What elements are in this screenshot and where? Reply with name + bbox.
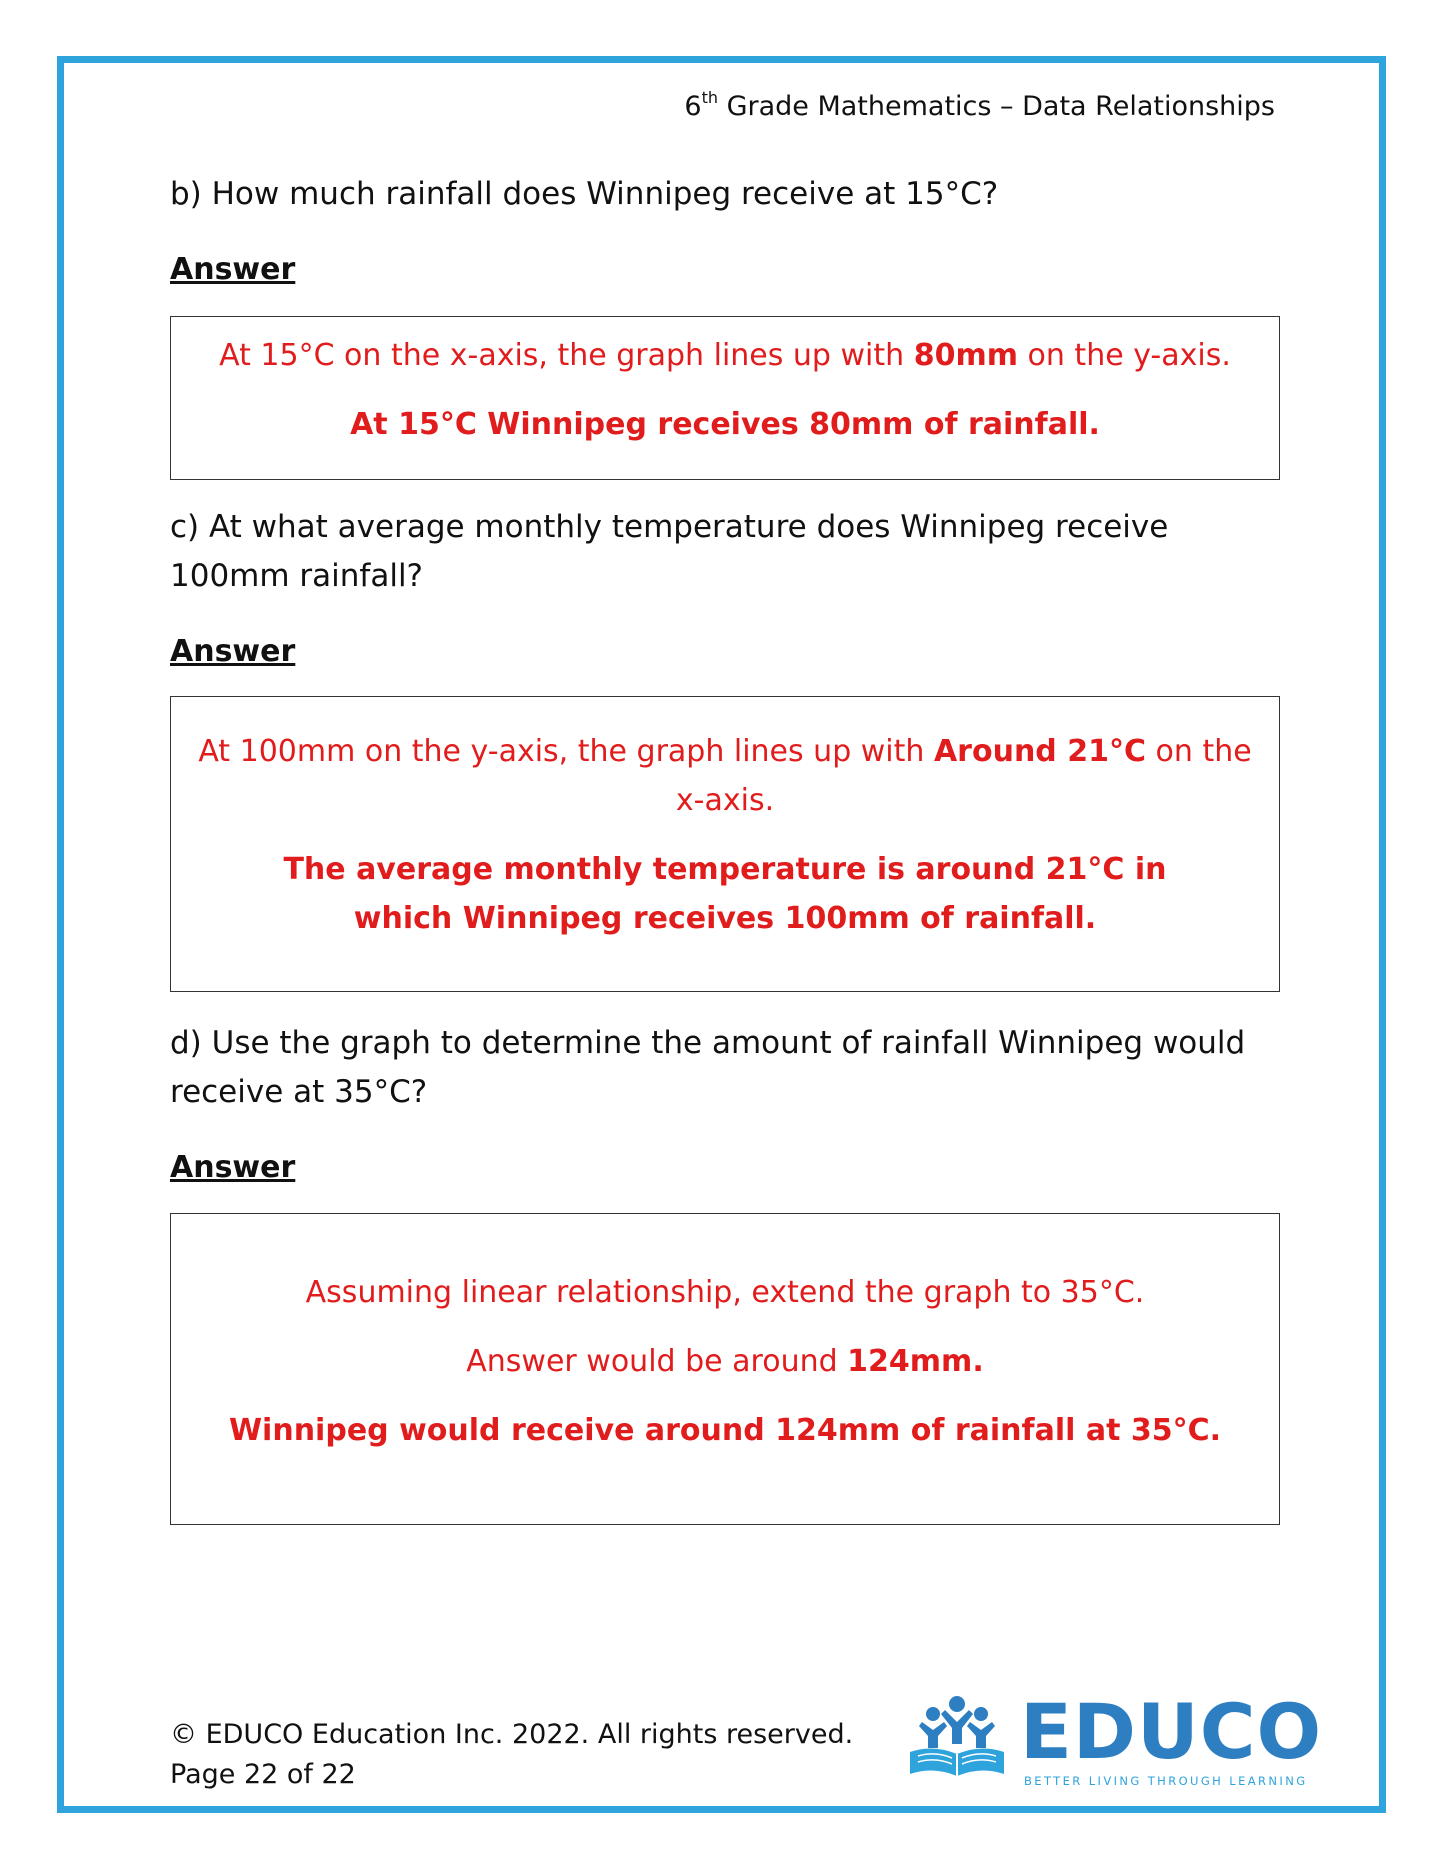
answer-box-d xyxy=(170,1213,1280,1525)
answer-c-line1: At 100mm on the y-axis, the graph lines up with Around 21°C on the x-axis. xyxy=(198,734,1252,818)
logo-wordmark: EDUCO xyxy=(1020,1687,1323,1776)
answer-box-c xyxy=(170,696,1280,992)
answer-label-c: Answer xyxy=(170,634,296,669)
educo-logo xyxy=(900,1687,1323,1792)
copyright-text: © EDUCO Education Inc. 2022. All rights reserved. xyxy=(170,1719,854,1750)
answer-b-line1: At 15°C on the x-axis, the graph lines up with 80mm on the y-axis. xyxy=(219,338,1231,373)
question-d: d) Use the graph to determine the amount of rainfall Winnipeg would receive at 35°C? xyxy=(170,1025,1246,1110)
header-grade-number: 6 xyxy=(684,91,702,122)
answer-d-line3: Winnipeg would receive around 124mm of rainfall at 35°C. xyxy=(228,1413,1222,1448)
answer-b-line2: At 15°C Winnipeg receives 80mm of rainfall. xyxy=(350,407,1100,442)
question-b: b) How much rainfall does Winnipeg receive at 15°C? xyxy=(170,176,999,212)
page-number: Page 22 of 22 xyxy=(170,1759,356,1790)
answer-d-line1: Assuming linear relationship, extend the graph to 35°C. xyxy=(305,1275,1145,1310)
answer-d-line2: Answer would be around 124mm. xyxy=(466,1344,984,1379)
answer-label-d: Answer xyxy=(170,1150,296,1185)
answer-c-line2: The average monthly temperature is around 21°C in which Winnipeg receives 100mm of rainfall. xyxy=(283,852,1167,936)
question-c: c) At what average monthly temperature does Winnipeg receive 100mm rainfall? xyxy=(170,509,1169,594)
page-header xyxy=(684,88,1275,122)
header-title: Grade Mathematics – Data Relationships xyxy=(717,91,1275,122)
answer-label-b: Answer xyxy=(170,252,296,287)
answer-box-b xyxy=(170,316,1280,480)
educo-people-book-icon xyxy=(900,1692,1015,1787)
footer xyxy=(170,1715,853,1795)
logo-tagline: BETTER LIVING THROUGH LEARNING xyxy=(1024,1774,1308,1788)
header-grade-suffix: th xyxy=(701,88,718,107)
